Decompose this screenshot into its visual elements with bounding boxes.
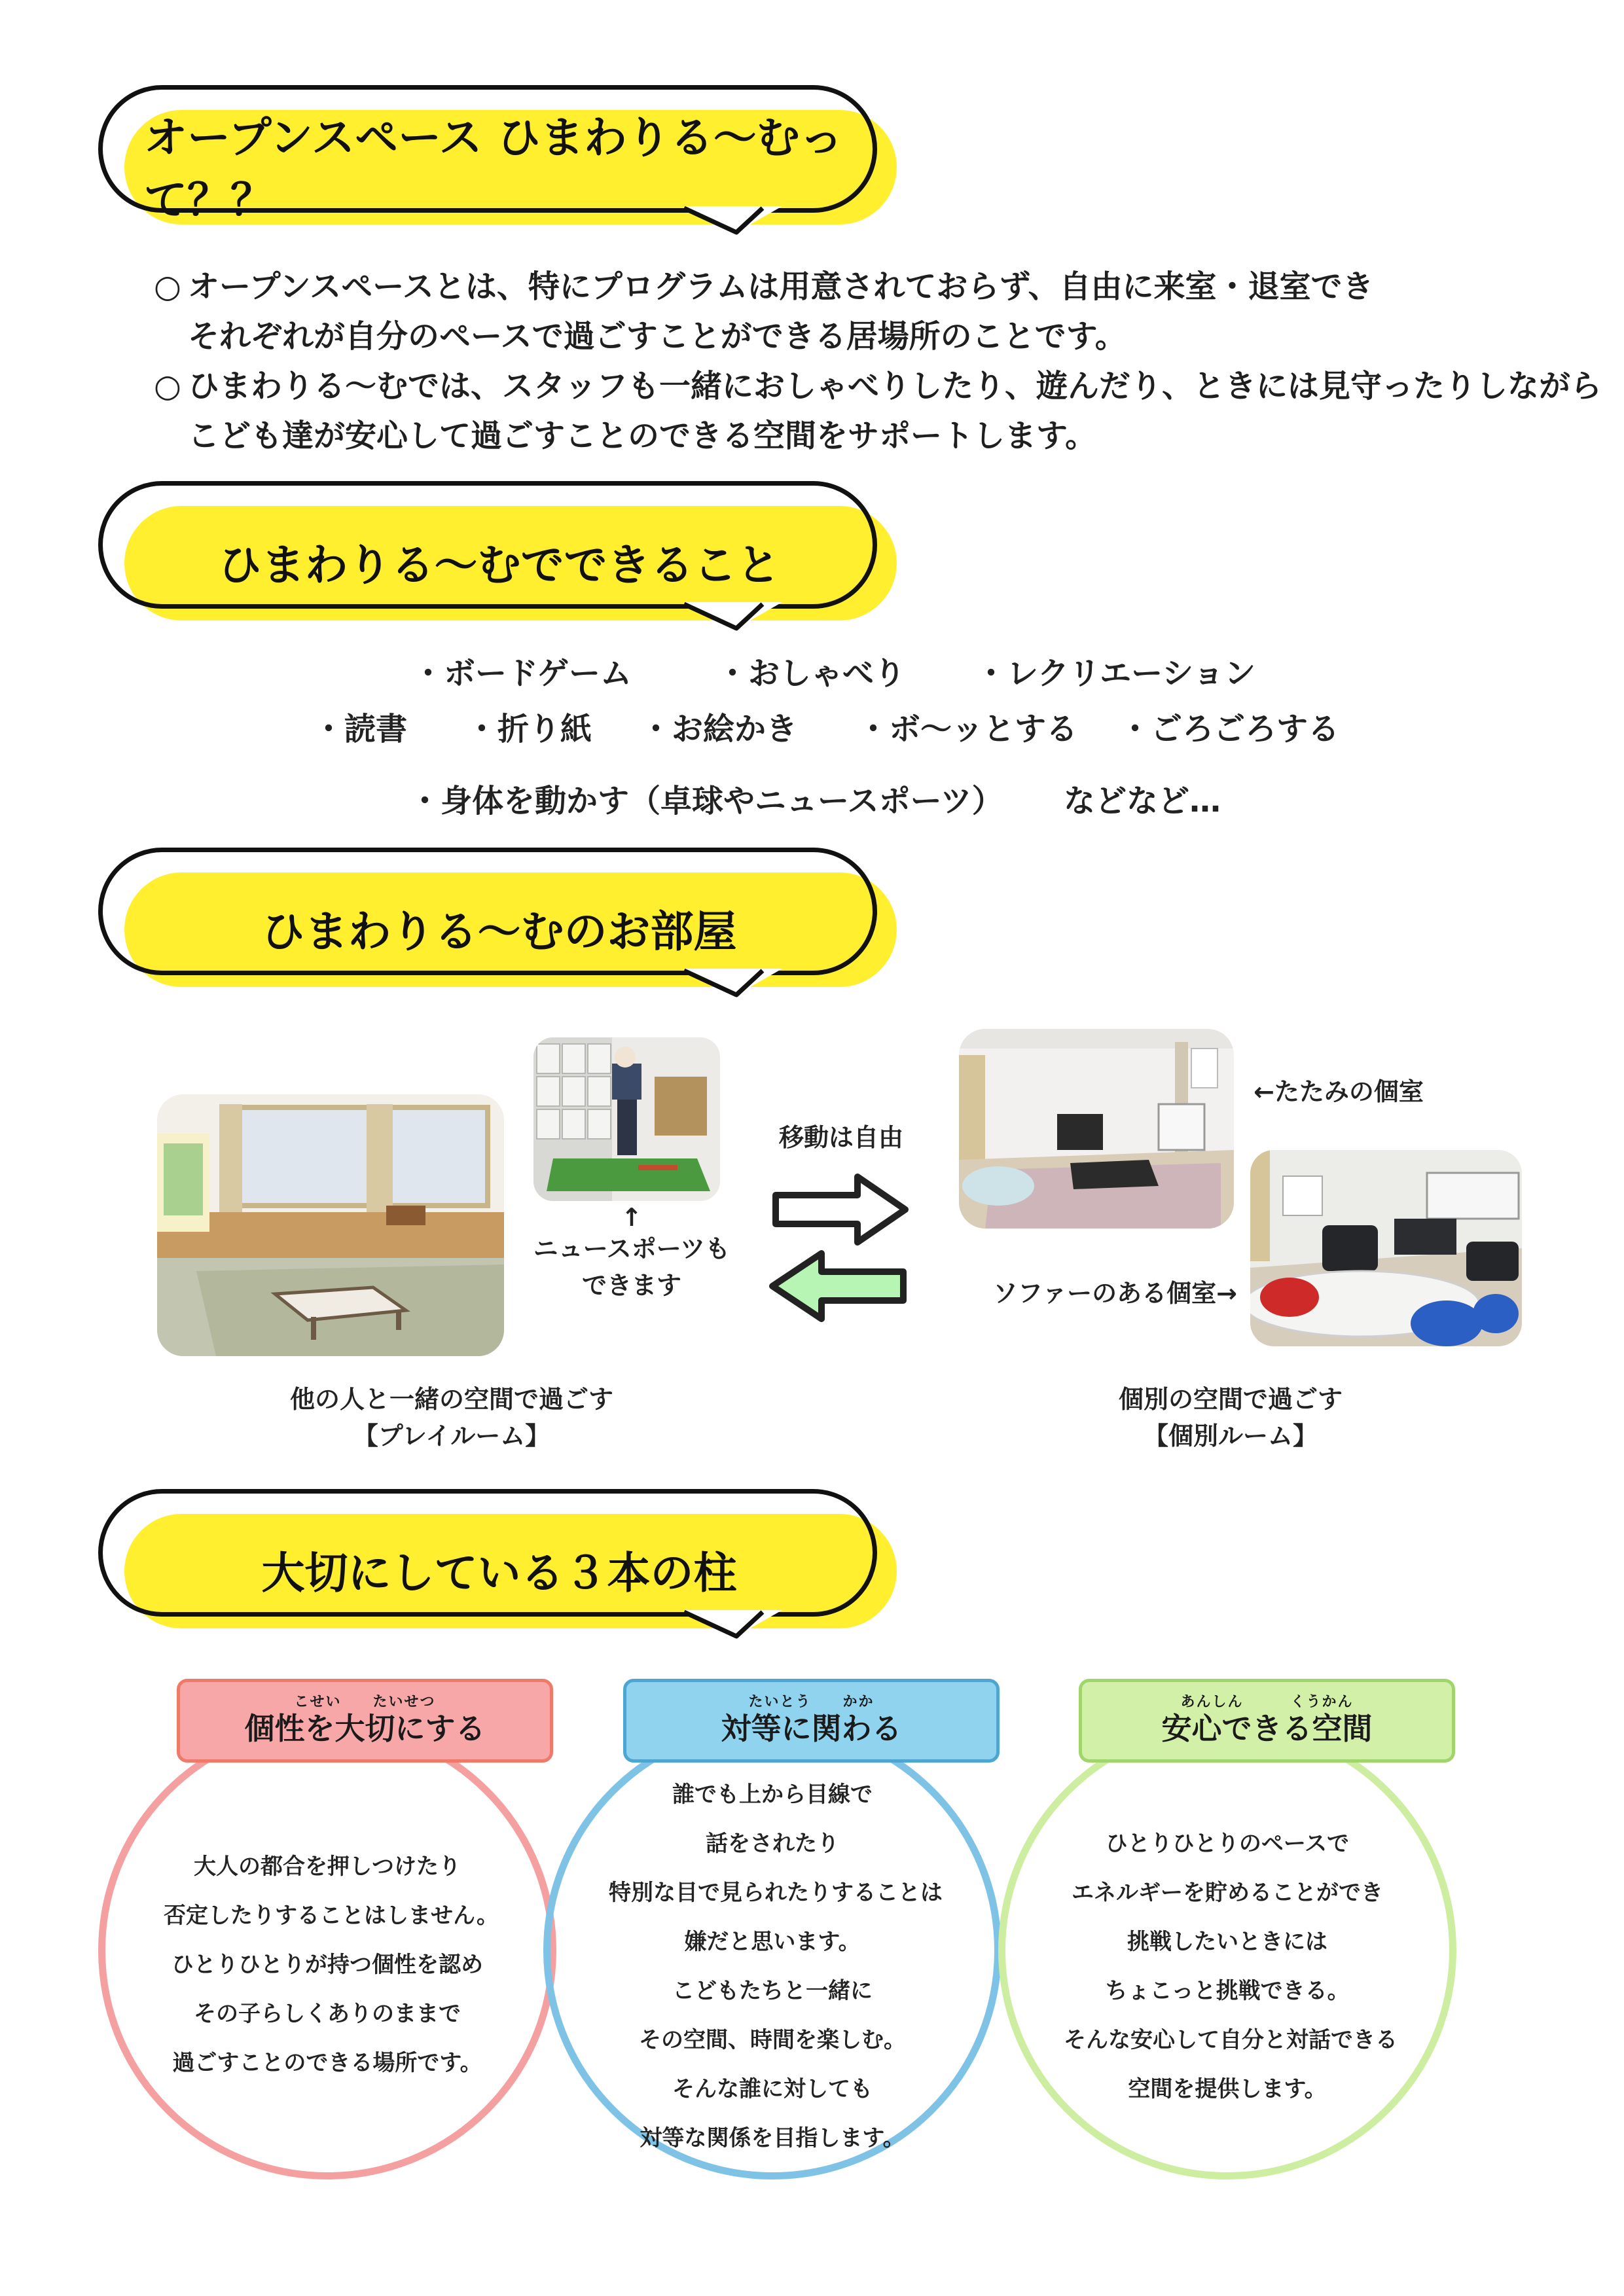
- newsports-caption: [520, 1230, 743, 1304]
- pillar-line: そんな誰に対しても: [672, 2076, 873, 2102]
- bullet-mark: ○: [154, 268, 181, 305]
- intro-bullet2-line2: こども達が安心して過ごすことのできる空間をサポートします。: [188, 418, 1097, 454]
- pillar-line: 挑戦したいときには: [1127, 1929, 1327, 1955]
- activity-item: ・読書: [313, 711, 408, 747]
- pillar-header-ruby: あんしん くうかん: [1180, 1694, 1354, 1710]
- pillar-text-safety: [1064, 1820, 1398, 2114]
- newsports-photo: [533, 1037, 720, 1201]
- pillar-header-individuality: [177, 1679, 553, 1763]
- pillar-line: 過ごすことのできる場所です。: [172, 2050, 482, 2076]
- pillar-line: 対等な関係を目指します。: [640, 2125, 905, 2151]
- sofa-label: ソファーのある個室→: [992, 1279, 1237, 1308]
- activity-item: などなど…: [1064, 783, 1221, 819]
- intro-text: [154, 262, 1602, 461]
- pillar-text-individuality: [164, 1842, 499, 2088]
- pillar-line: ひとりひとりが持つ個性を認め: [171, 1952, 483, 1978]
- section-banner-pillars: [98, 1489, 900, 1640]
- intro-bullet2-line1: ひまわりる～むでは、スタッフも一緒におしゃべりしたり、遊んだり、ときには見守ったりしながら: [188, 368, 1602, 404]
- section-banner-rooms: [98, 848, 900, 998]
- activity-item: ・折り紙: [466, 711, 592, 747]
- section-banner-activities: [98, 481, 900, 632]
- section-title-about: オープンスペース ひまわりる～むって？？: [144, 113, 843, 225]
- newsports-caption-line2: できます: [581, 1271, 681, 1300]
- intro-bullet1-line2: それぞれが自分のペースで過ごすことができる居場所のことです。: [188, 318, 1127, 355]
- activity-item: ・お絵かき: [640, 711, 798, 747]
- section-title-pillars: 大切にしている３本の柱: [261, 1547, 737, 1598]
- pillar-line: そんな安心して自分と対話できる: [1064, 2027, 1398, 2053]
- arrow-left-icon: [763, 1247, 910, 1325]
- pillar-line: その空間、時間を楽しむ。: [639, 2027, 906, 2053]
- playroom-photo: [157, 1094, 504, 1356]
- pillar-line: 嫌だと思います。: [684, 1929, 861, 1955]
- tatami-label: ←たたみの個室: [1254, 1077, 1424, 1106]
- pillar-line: 話をされたり: [706, 1831, 839, 1857]
- pillar-heading: 安心できる空間: [1161, 1711, 1373, 1746]
- newsports-arrow: ↑: [621, 1203, 642, 1232]
- playroom-caption-line1: 他の人と一緒の空間で過ごす: [289, 1385, 613, 1414]
- newsports-caption-line1: ニュースポーツも: [533, 1234, 731, 1263]
- pillar-line: 誰でも上から目線で: [672, 1782, 873, 1808]
- pillar-text-equality: [609, 1770, 943, 2163]
- pillar-line: こどもたちと一緒に: [672, 1978, 873, 2004]
- playroom-caption-line2: 【プレイルーム】: [353, 1422, 550, 1450]
- sofa-room-photo: [1250, 1150, 1522, 1346]
- pillar-line: エネルギーを貯めることができ: [1072, 1880, 1383, 1906]
- move-free-label: 移動は自由: [778, 1123, 903, 1152]
- section-banner-about: [98, 85, 900, 236]
- pillar-line: 特別な目で見られたりすることは: [609, 1880, 943, 1906]
- pillar-line: その子らしくありのままで: [194, 2001, 461, 2027]
- pillar-line: 否定したりすることはしません。: [164, 1903, 499, 1929]
- section-title-activities: ひまわりる～むでできること: [218, 539, 780, 590]
- activity-item: ・ボードゲーム: [412, 655, 632, 692]
- activity-item: ・ボ～ッとする: [857, 711, 1078, 747]
- pillar-header-ruby: こせい たいせつ: [294, 1694, 436, 1710]
- activity-item: ・身体を動かす（卓球やニュースポーツ）: [409, 783, 1003, 819]
- pillar-heading: 対等に関わる: [721, 1711, 902, 1746]
- pillar-line: ひとりひとりのペースで: [1105, 1831, 1350, 1857]
- pillar-line: ちょこっと挑戦できる。: [1105, 1978, 1350, 2004]
- private-room-caption-line1: 個別の空間で過ごす: [1118, 1385, 1343, 1414]
- pillar-header-ruby: たいとう かか: [748, 1694, 875, 1710]
- pillar-line: 空間を提供します。: [1128, 2076, 1327, 2102]
- tatami-room-photo: [959, 1029, 1234, 1229]
- pillar-heading: 個性を大切にする: [244, 1711, 486, 1746]
- pillar-header-safety: [1079, 1679, 1455, 1763]
- pillar-line: 大人の都合を押しつけたり: [194, 1854, 461, 1880]
- private-room-caption: [1047, 1381, 1414, 1454]
- activity-item: ・おしゃべり: [717, 655, 906, 692]
- intro-bullet1-line1: オープンスペースとは、特にプログラムは用意されておらず、自由に来室・退室でき: [188, 268, 1374, 305]
- playroom-caption: [249, 1381, 655, 1454]
- bullet-mark: ○: [154, 368, 181, 404]
- activity-item: ・レクリエーション: [975, 655, 1256, 692]
- arrow-right-icon: [769, 1170, 913, 1249]
- section-title-rooms: ひまわりる～むのお部屋: [261, 906, 737, 957]
- private-room-caption-line2: 【個別ルーム】: [1143, 1422, 1318, 1450]
- activity-item: ・ごろごろする: [1119, 711, 1340, 747]
- pillar-header-equality: [623, 1679, 1000, 1763]
